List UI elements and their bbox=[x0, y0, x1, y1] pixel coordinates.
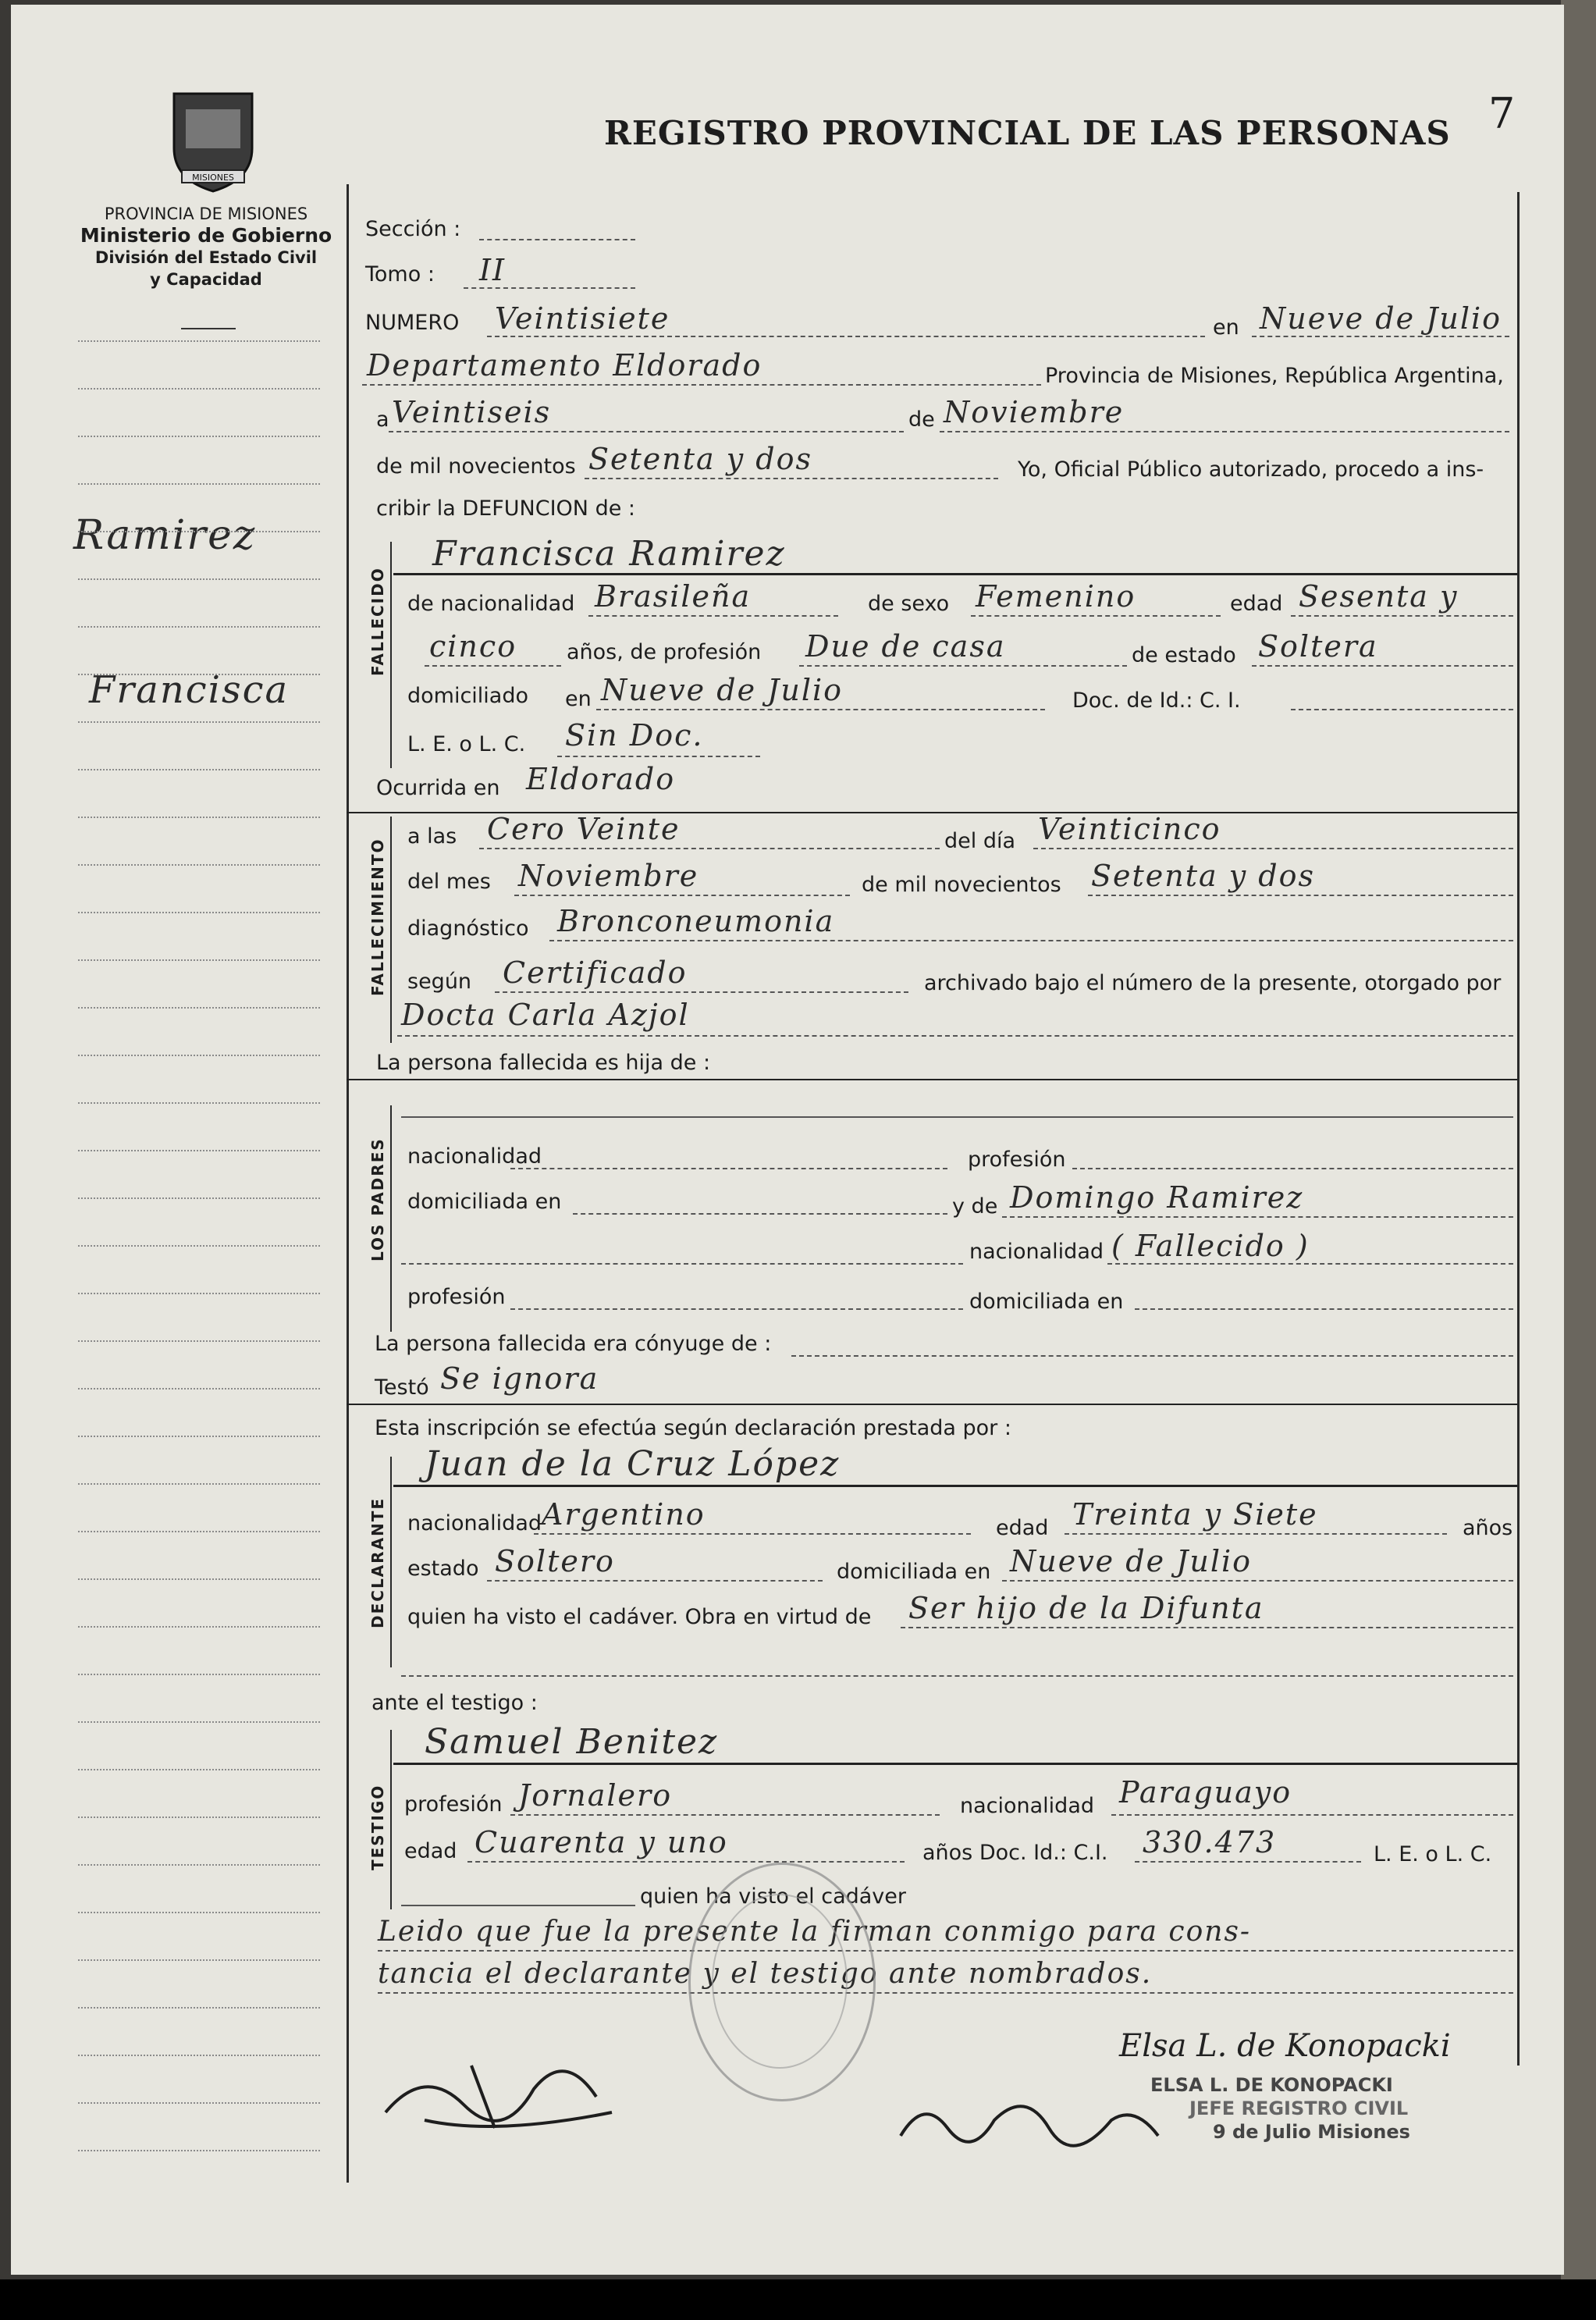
margin-rule-line bbox=[78, 1769, 320, 1770]
fallecido-side-label: FALLECIDO bbox=[368, 567, 387, 676]
declarante-edad-value: Treinta y Siete bbox=[1072, 1497, 1318, 1532]
hora-value: Cero Veinte bbox=[487, 812, 681, 846]
division-name-2: y Capacidad bbox=[150, 270, 262, 289]
province-name: PROVINCIA DE MISIONES bbox=[104, 205, 308, 223]
declarante-domiciliada-label: domiciliada en bbox=[837, 1560, 991, 1584]
numero-label: NUMERO bbox=[365, 311, 460, 335]
margin-rule-line bbox=[78, 531, 320, 532]
official-stamp-location: 9 de Julio Misiones bbox=[1213, 2121, 1410, 2143]
declarante-side-label: DECLARANTE bbox=[368, 1496, 387, 1628]
fecha-anio-field bbox=[1088, 895, 1513, 896]
margin-rule-line bbox=[78, 1912, 320, 1913]
testigo-extra-field bbox=[401, 1905, 635, 1906]
profesion-field bbox=[799, 665, 1127, 667]
margin-rule-line bbox=[78, 2007, 320, 2009]
right-border-rule bbox=[1517, 192, 1520, 2066]
testigo-signature bbox=[893, 2073, 1174, 2159]
margin-rule-line bbox=[78, 1531, 320, 1532]
padre-nombre-field bbox=[401, 1116, 1513, 1118]
doc-label: Doc. de Id.: C. I. bbox=[1072, 689, 1241, 713]
estado-label: de estado bbox=[1132, 643, 1236, 667]
padre-domicilio-field bbox=[573, 1213, 947, 1215]
book-cover-edge bbox=[1561, 0, 1596, 2279]
testigo-edad-value: Cuarenta y uno bbox=[475, 1825, 728, 1859]
testigo-ci-field bbox=[1135, 1861, 1361, 1863]
madre-nacionalidad-label: nacionalidad bbox=[969, 1240, 1104, 1264]
fallecimiento-rule bbox=[390, 817, 392, 1043]
declarante-extra-field bbox=[401, 1675, 1513, 1677]
madre-profesion-field bbox=[510, 1308, 963, 1310]
anio-field bbox=[585, 478, 998, 479]
margin-rule-line bbox=[78, 483, 320, 485]
le-label: L. E. o L. C. bbox=[407, 732, 526, 756]
fecha-anio-value: Setenta y dos bbox=[1091, 859, 1316, 893]
margin-rule-line bbox=[78, 1959, 320, 1961]
cribir-label: cribir la DEFUNCION de : bbox=[376, 496, 636, 521]
fecha-dia-field bbox=[1033, 848, 1513, 849]
segun-value: Certificado bbox=[503, 955, 688, 990]
estado-value: Soltera bbox=[1258, 629, 1378, 664]
tomo-field bbox=[464, 287, 635, 289]
nacionalidad-field bbox=[588, 615, 838, 617]
margin-rule-line bbox=[78, 1293, 320, 1294]
seccion-label: Sección : bbox=[365, 217, 461, 241]
sexo-field bbox=[971, 615, 1221, 617]
declarante-obra-field bbox=[901, 1627, 1513, 1628]
margin-rule-line bbox=[78, 1483, 320, 1485]
en-field bbox=[1252, 336, 1509, 337]
declarante-estado-field bbox=[487, 1580, 823, 1582]
margin-rule-line bbox=[78, 769, 320, 770]
margin-rule-line bbox=[78, 1150, 320, 1151]
margin-rule-line bbox=[78, 959, 320, 961]
testo-rule bbox=[347, 1404, 1517, 1405]
margin-rule-line bbox=[78, 1817, 320, 1818]
ocurrida-label: Ocurrida en bbox=[376, 776, 500, 800]
declarante-visto-label: quien ha visto el cadáver. Obra en virtud de bbox=[407, 1605, 872, 1629]
testo-value: Se ignora bbox=[440, 1361, 599, 1396]
edad-label: edad bbox=[1230, 592, 1283, 616]
numero-field bbox=[487, 336, 1205, 337]
otorgado-value: Docta Carla Azjol bbox=[401, 998, 690, 1032]
segun-label: según bbox=[407, 970, 472, 994]
padre-domiciliada-label: domiciliada en bbox=[407, 1190, 562, 1214]
margin-rule-line bbox=[78, 1578, 320, 1580]
de-mil2-label: de mil novecientos bbox=[862, 873, 1061, 897]
conyuge-field bbox=[791, 1355, 1513, 1357]
anos-profesion-label: años, de profesión bbox=[567, 640, 762, 664]
testigo-anos-label: años Doc. Id.: C.I. bbox=[922, 1841, 1108, 1865]
registry-seal-inner bbox=[712, 1894, 848, 2069]
margin-rule-line bbox=[78, 340, 320, 342]
del-mes-label: del mes bbox=[407, 870, 491, 894]
domicilio-en-label: en bbox=[565, 687, 592, 711]
testigo-ci-value: 330.473 bbox=[1143, 1825, 1277, 1859]
provincia-label: Provincia de Misiones, República Argentina, bbox=[1045, 364, 1504, 388]
margin-rule-line bbox=[78, 721, 320, 723]
edad-field bbox=[1291, 615, 1513, 617]
padres-rule bbox=[390, 1105, 392, 1332]
le-value: Sin Doc. bbox=[565, 718, 704, 753]
image-caption bbox=[0, 2279, 1596, 2320]
testigo-edad-field bbox=[467, 1861, 905, 1863]
sexo-label: de sexo bbox=[868, 592, 950, 616]
testigo-side-label: TESTIGO bbox=[368, 1784, 387, 1870]
profesion-value: Due de casa bbox=[805, 629, 1006, 664]
a-label: a bbox=[376, 407, 389, 432]
margin-rule-line bbox=[78, 912, 320, 913]
margin-rule-line bbox=[78, 578, 320, 580]
issuing-authority bbox=[58, 203, 354, 290]
otorgado-field bbox=[397, 1035, 1513, 1037]
testigo-profesion-label: profesión bbox=[404, 1792, 503, 1817]
declarante-estado-value: Soltero bbox=[495, 1544, 615, 1578]
closing-statement-line-2: tancia el declarante y el testigo ante nombrados. bbox=[378, 1958, 1153, 1990]
declarante-anos-label: años bbox=[1463, 1516, 1513, 1540]
margin-rule-line bbox=[78, 1055, 320, 1056]
hija-rule bbox=[347, 1079, 1517, 1080]
inscripcion-label: Esta inscripción se efectúa según declaración prestada por : bbox=[375, 1416, 1011, 1440]
testigo-nacionalidad-label: nacionalidad bbox=[960, 1794, 1095, 1818]
hija-label: La persona fallecida es hija de : bbox=[376, 1051, 711, 1075]
margin-rule-line bbox=[78, 2150, 320, 2151]
segun-field bbox=[495, 991, 908, 993]
margin-rule-line bbox=[78, 436, 320, 437]
fallecimiento-side-label: FALLECIMIENTO bbox=[368, 838, 387, 996]
testigo-profesion-field bbox=[510, 1814, 940, 1816]
domiciliado-label: domiciliado bbox=[407, 684, 529, 708]
declarante-estado-label: estado bbox=[407, 1557, 479, 1581]
madre-nacionalidad-value: ( Fallecido ) bbox=[1111, 1229, 1310, 1263]
left-border-rule bbox=[347, 184, 349, 2183]
official-stamp-title: JEFE REGISTRO CIVIL bbox=[1189, 2098, 1409, 2119]
y-de-label: y de bbox=[952, 1194, 998, 1219]
division-name: División del Estado Civil bbox=[94, 248, 318, 267]
fecha-mes-field bbox=[514, 895, 850, 896]
diagnostico-value: Bronconeumonia bbox=[557, 904, 835, 938]
register-page bbox=[11, 5, 1564, 2275]
closing-line-1 bbox=[378, 1950, 1513, 1952]
dia-value: Veintiseis bbox=[392, 395, 552, 429]
margin-rule-line bbox=[78, 1007, 320, 1009]
margin-rule-line bbox=[78, 388, 320, 390]
domicilio-value: Nueve de Julio bbox=[601, 673, 844, 707]
en-label: en bbox=[1213, 315, 1239, 340]
margin-rule-line bbox=[78, 1674, 320, 1675]
official-stamp-name: ELSA L. DE KONOPACKI bbox=[1150, 2074, 1393, 2096]
ocurrida-value: Eldorado bbox=[526, 762, 676, 796]
declarante-domicilio-value: Nueve de Julio bbox=[1010, 1544, 1253, 1578]
padre-nacionalidad-field bbox=[510, 1168, 947, 1169]
padres-side-label: LOS PADRES bbox=[368, 1137, 387, 1261]
page-title: REGISTRO PROVINCIAL DE LAS PERSONAS bbox=[604, 114, 1451, 152]
domicilio-field bbox=[596, 709, 1045, 710]
testigo-visto-label: quien ha visto el cadáver bbox=[640, 1884, 906, 1909]
sexo-value: Femenino bbox=[976, 579, 1136, 614]
madre-value: Domingo Ramirez bbox=[1010, 1180, 1304, 1215]
testigo-edad-label: edad bbox=[404, 1839, 457, 1863]
declarante-edad-field bbox=[1065, 1533, 1447, 1535]
margin-rule-line bbox=[78, 1626, 320, 1628]
mes-field bbox=[940, 431, 1509, 432]
margin-rule-line bbox=[78, 1721, 320, 1723]
nacionalidad-value: Brasileña bbox=[595, 579, 752, 614]
margin-rule-line bbox=[78, 1340, 320, 1342]
declarante-nacionalidad-label: nacionalidad bbox=[407, 1511, 542, 1535]
margin-rule-line bbox=[78, 2102, 320, 2104]
deceased-name-rule bbox=[393, 573, 1517, 575]
yo-label: Yo, Oficial Público autorizado, procedo a ins- bbox=[1018, 457, 1484, 482]
tomo-value: II bbox=[479, 253, 507, 287]
seccion-field bbox=[479, 239, 635, 240]
padre-profesion-label: profesión bbox=[968, 1148, 1066, 1172]
padre-profesion-field bbox=[1072, 1168, 1513, 1169]
official-signature: Elsa L. de Konopacki bbox=[1119, 2028, 1451, 2064]
margin-surname: Ramirez bbox=[73, 512, 257, 559]
margin-rule-line bbox=[78, 1388, 320, 1390]
margin-rule-line bbox=[78, 1436, 320, 1437]
a-las-label: a las bbox=[407, 824, 457, 849]
madre-domicilio-field bbox=[1135, 1308, 1513, 1310]
closing-line-2 bbox=[378, 1992, 1513, 1994]
margin-rule-line bbox=[78, 626, 320, 628]
de-mil-label: de mil novecientos bbox=[376, 454, 576, 479]
le-field bbox=[557, 756, 760, 757]
del-dia-label: del día bbox=[944, 829, 1016, 853]
official-stamp bbox=[1150, 2073, 1410, 2144]
edad2-field bbox=[425, 665, 561, 667]
deceased-name-value: Francisca Ramirez bbox=[432, 534, 786, 574]
diagnostico-label: diagnóstico bbox=[407, 916, 529, 941]
padre-nacionalidad-label: nacionalidad bbox=[407, 1144, 542, 1169]
en-value: Nueve de Julio bbox=[1260, 301, 1502, 336]
doc-field bbox=[1291, 709, 1513, 710]
page-number: 7 bbox=[1488, 89, 1516, 138]
margin-rule-line bbox=[78, 864, 320, 866]
margin-rule-line bbox=[78, 2055, 320, 2056]
nacionalidad-label: de nacionalidad bbox=[407, 592, 575, 616]
edad-value-1: Sesenta y bbox=[1299, 579, 1459, 614]
testigo-nacionalidad-field bbox=[1111, 1814, 1513, 1816]
margin-rule-line bbox=[78, 1864, 320, 1866]
departamento-field bbox=[362, 384, 1041, 386]
closing-statement-line-1: Leido que fue la presente la firman conmigo para cons- bbox=[378, 1916, 1252, 1948]
testigo-name-value: Samuel Benitez bbox=[425, 1722, 719, 1762]
emblem-label: MISIONES bbox=[192, 173, 234, 183]
madre-nacionalidad-field bbox=[1107, 1263, 1513, 1265]
hora-field bbox=[479, 848, 940, 849]
testigo-name-rule bbox=[393, 1763, 1517, 1765]
testigo-rule bbox=[390, 1730, 392, 1909]
declarante-name-value: Juan de la Cruz López bbox=[425, 1444, 841, 1484]
estado-field bbox=[1252, 665, 1513, 667]
fecha-dia-value: Veinticinco bbox=[1038, 812, 1221, 846]
margin-rule-line bbox=[78, 1245, 320, 1247]
testigo-nacionalidad-value: Paraguayo bbox=[1119, 1775, 1292, 1809]
madre-profesion-label: profesión bbox=[407, 1285, 506, 1309]
fallecido-rule bbox=[390, 542, 392, 768]
anio-value: Setenta y dos bbox=[588, 442, 813, 476]
dia-field bbox=[389, 431, 904, 432]
margin-given-name: Francisca bbox=[89, 668, 290, 712]
declarante-edad-label: edad bbox=[996, 1516, 1049, 1540]
diagnostico-field bbox=[549, 940, 1513, 941]
margin-rule-line bbox=[78, 674, 320, 675]
fecha-mes-value: Noviembre bbox=[518, 859, 699, 893]
declarante-nacionalidad-value: Argentino bbox=[542, 1497, 706, 1532]
margin-rule-line bbox=[78, 1102, 320, 1104]
madre-domiciliada-label: domiciliada en bbox=[969, 1290, 1124, 1314]
declarante-name-rule bbox=[393, 1485, 1517, 1487]
declarante-nacionalidad-field bbox=[534, 1533, 971, 1535]
margin-rule-line bbox=[78, 817, 320, 818]
declarante-obra-value: Ser hijo de la Difunta bbox=[908, 1591, 1264, 1625]
testo-label: Testó bbox=[375, 1375, 429, 1400]
authority-divider bbox=[181, 328, 236, 329]
provincial-emblem-icon bbox=[162, 86, 264, 195]
tomo-label: Tomo : bbox=[365, 262, 435, 286]
mes-value: Noviembre bbox=[944, 395, 1125, 429]
declarante-signature bbox=[378, 2034, 643, 2144]
ante-testigo-label: ante el testigo : bbox=[371, 1691, 538, 1715]
conyuge-label: La persona fallecida era cónyuge de : bbox=[375, 1332, 772, 1356]
numero-value: Veintisiete bbox=[495, 301, 670, 336]
archivado-label: archivado bajo el número de la presente, otorgado por bbox=[924, 971, 1502, 995]
madre-extra-field bbox=[401, 1263, 963, 1265]
edad-value-2: cinco bbox=[429, 629, 517, 664]
declarante-domicilio-field bbox=[1002, 1580, 1513, 1582]
de-label: de bbox=[908, 407, 935, 432]
departamento-value: Departamento Eldorado bbox=[367, 348, 762, 383]
testigo-profesion-value: Jornalero bbox=[518, 1778, 673, 1813]
ministry-name: Ministerio de Gobierno bbox=[80, 224, 332, 247]
madre-field bbox=[1002, 1216, 1513, 1218]
testigo-le-label: L. E. o L. C. bbox=[1374, 1842, 1492, 1866]
margin-rule-line bbox=[78, 1197, 320, 1199]
declarante-rule bbox=[390, 1457, 392, 1667]
